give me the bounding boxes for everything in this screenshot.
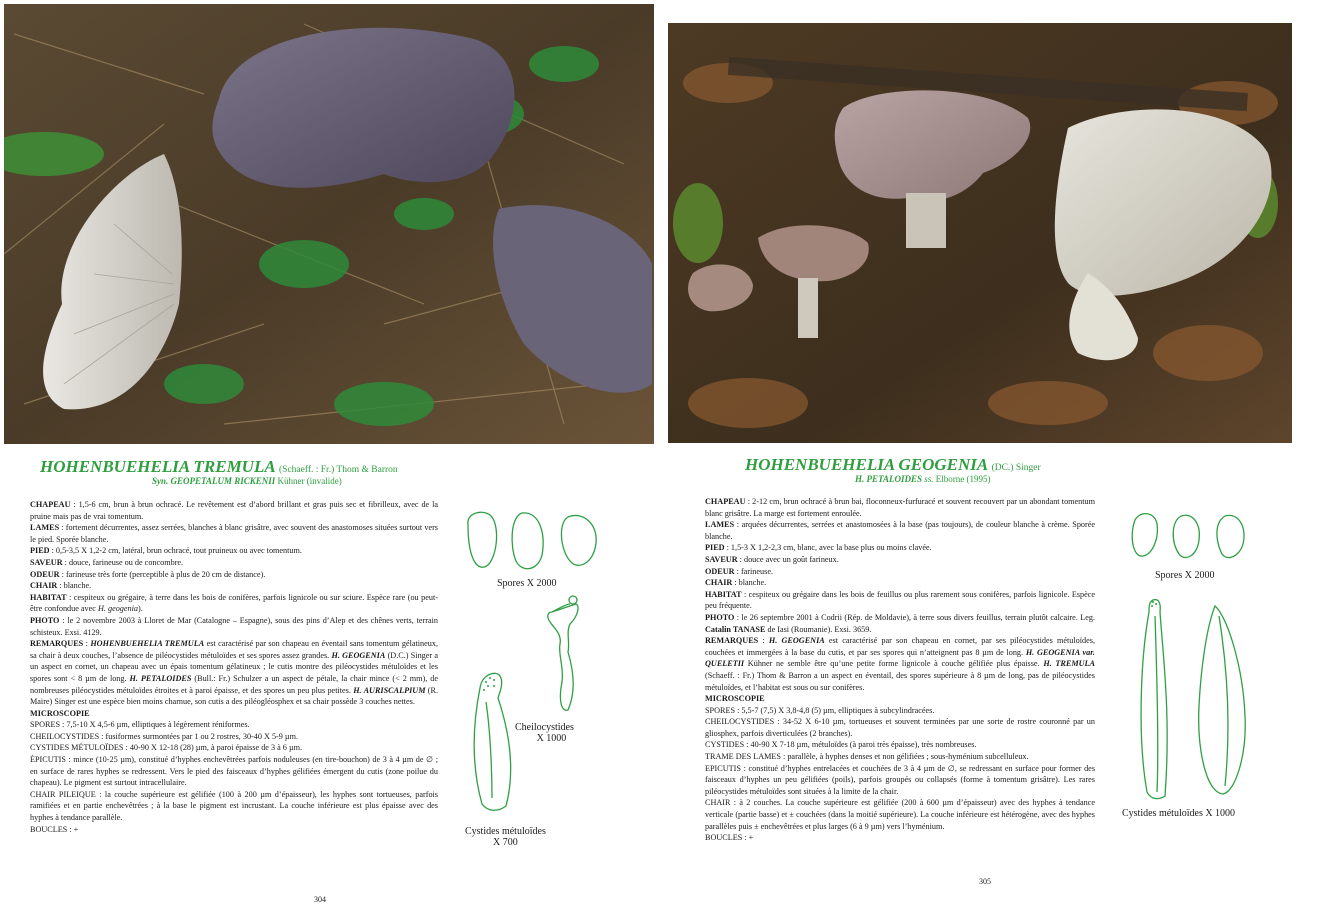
photo-hohenbuehelia-tremula (4, 4, 654, 444)
page-number-left: 304 (314, 895, 326, 904)
synonym-left (152, 476, 342, 486)
syn-author: Elborne (1995) (935, 474, 991, 484)
caption-cystides-right: Cystides métuloïdes X 1000 (1122, 808, 1236, 819)
spores-drawing-right (1125, 508, 1255, 568)
species-title-left (40, 457, 398, 477)
syn-prefix: Syn. (152, 476, 169, 486)
description-right: CHAPEAU : 2-12 cm, brun ochracé à brun bai, floconneux-furfuracé et souvent recouvert par un abondant tomentum blanc grisâtre. La marge est fortement enroulée. LAMES : arquées décurrentes, serrées et anastomosées à la base (pas toujours), de couleur blanche à crème. Sporée blanche. PIED : 1,5-3 X 1,2-2,3 cm, blanc, avec la base plus ou moins clavée. SAVEUR : douce avec un goût farineux. ODEUR : farineuse. CHAIR : blanche. HABITAT : cespiteux ou grégaire dans les bois de feuillus ou plus rarement sous conifères, parfois lignicole. Espèce peu fréquente. PHOTO : le 26 septembre 2001 à Codrii (Rép. de Moldavie), à terre sous divers feuillus, terrain plutôt calcaire. Leg. Catalin TANASE de Iasi (Roumanie). Exsi. 3659. REMARQUES : H. GEOGENIA est caractérisé par son chapeau en cornet, par ses piléocystides métuloïdes, couchées et immergées à la base du cutis, et par ses spores qui n’atteignent pas 8 µm de long. H. GEOGENIA var. QUELETII Kühner ne semble être qu’une petite forme lignicole à couche gélifiée plus épaisse. H. TREMULA (Schaeff. : Fr.) Thom & Barron a un aspect en éventail, des spores supérieure à 8 µm de long, pas de piléocystides métuloïdes, et l’habitat est sous ou sur conifères. MICROSCOPIE SPORES : 5,5-7 (7,5) X 3,8-4,8 (5) µm, elliptiques à subcylindracées. CHEILOCYSTIDES : 34-52 X 6-10 µm, tortueuses et souvent terminées par une sorte de rostre couronné par un gliosphex, parfois diverticulées (2 branches). CYSTIDES : 40-90 X 7-18 µm, métuloïdes (à paroi très épaisse), très nombreuses. TRAME DES LAMES : parallèle, à hyphes denses et non gélifiées ; sous-hyménium subcelluleux. EPICUTIS : constitué d’hyphes entrelacées et couchées de 3 à 4 µm de ∅, se redressant en surface pour former des faisceaux d’hyphes un peu gélifiées (poils), parfois groupés ou collapsés (forme à tomentum grisâtre). Les rares piléocystides métuloïdes sont situées à la limite de la chair. CHAIR : à 2 couches. La couche supérieure est gélifiée (200 à 600 µm d’épaisseur) avec des hyphes à tendance verticale (partie basse) et ± couchées (dans la moitié supérieure). La couche inférieure est hétérogène, avec des hyphes parallèles puis ± enchevêtrées et plus larges (6 à 9 µm) vers l’hyménium. BOUCLES : + (705, 497, 1095, 843)
species-author: (DC.) Singer (991, 463, 1041, 473)
species-name: HOHENBUEHELIA GEOGENIA (745, 455, 988, 474)
synonym-right (855, 474, 991, 484)
caption-spores-right: Spores X 2000 (1155, 570, 1215, 581)
description-left: CHAPEAU : 1,5-6 cm, brun à brun ochracé. Le revêtement est d’abord brillant et gras puis sec et fibrilleux, avec de la pruine mais pas de vrai tomentum. LAMES : fortement décurrentes, assez serrées, blanches à blanc grisâtre, avec souvent des anastomoses situées surtout vers le pied. Sporée blanche. PIED : 0,5-3,5 X 1,2-2 cm, latéral, brun ochracé, tout pruineux ou avec tomentum. SAVEUR : douce, farineuse ou de concombre. ODEUR : farineuse très forte (perceptible à plus de 20 cm de distance). CHAIR : blanche. HABITAT : cespiteux ou grégaire, à terre dans les bois de conifères, parfois lignicole ou sur sciure. Espèce rare (ou peut-être confondue avec H. geogenia). PHOTO : le 2 novembre 2003 à Lloret de Mar (Catalogne – Espagne), sous des pins d’Alep et des chênes verts, terrain schisteux. Exsi. 4129. REMARQUES : HOHENBUEHELIA TREMULA est caractérisé par son chapeau en éventail sans tomentum gélatineux, sa chair à deux couches, l’absence de piléocystides métuloïdes et ses spores assez grandes. H. GEOGENIA (D.C.) Singer a un aspect en cornet, un chapeau avec un épais tomentum gélatineux ; le cutis montre des piléocystides métuloïdes et les spores sont < 8 µm de long. H. PETALOIDES (Bull.: Fr.) Schulzer a un aspect de pétale, la chair mince (< 2 mm), de nombreuses piléocystides métuloïdes étroites et à paroi épaisse, et des spores un peu plus petites. H. AURISCALPIUM (R. Maire) Singer est une espèce bien moins charnue, son cutis a des piléogléosphex et sa chair possède 3 couches nettes. MICROSCOPIE SPORES : 7,5-10 X 4,5-6 µm, elliptiques à légèrement réniformes. CHEILOCYSTIDES : fusiformes surmontées par 1 ou 2 rostres, 30-40 X 5-9 µm. CYSTIDES MÉTULOÏDES : 40-90 X 12-18 (28) µm, à paroi épaisse de 3 à 6 µm. ÉPICUTIS : mince (10-25 µm), constitué d’hyphes enchevêtrées parfois noduleuses (en tire-bouchon) de 3 à 4 µm de ∅ ; en surface de rares hyphes se redressent. Vers le pied des faisceaux d’hyphes gélifiées émergent du cutis (zone poilue du chapeau). Le pigment est surtout intracellulaire. CHAIR PILEIQUE : la couche supérieure est gélifiée (100 à 200 µm d’épaisseur), les hyphes sont tortueuses, parfois ramifiées et en partie enchevêtrées ; à la base le pigment est incrustant. La couche inférieure est plus épaisse avec des hyphes à tendance parallèle. BOUCLES : + (30, 500, 439, 834)
page-number-right: 305 (979, 877, 991, 886)
cheilocystides-drawing (540, 592, 590, 714)
syn-author: Kühner (invalide) (277, 476, 342, 486)
caption-spores-left: Spores X 2000 (497, 578, 557, 589)
syn-ss: ss. (924, 474, 934, 484)
caption-cheilocystides: Cheilocystides X 1000 (515, 722, 574, 744)
species-name: HOHENBUEHELIA TREMULA (40, 457, 275, 476)
species-title-right (745, 455, 1041, 475)
photo-hohenbuehelia-geogenia (668, 23, 1292, 443)
cystides-metuloides-drawing-left (470, 668, 525, 813)
caption-cystides-left: Cystides métuloïdes X 700 (465, 826, 546, 848)
species-author: (Schaeff. : Fr.) Thom & Barron (279, 465, 398, 475)
cystides-metuloides-drawing-right (1135, 596, 1255, 801)
syn-name: H. PETALOIDES (855, 474, 923, 484)
spores-drawing-left (460, 505, 610, 580)
syn-name: GEOPETALUM RICKENII (170, 476, 276, 486)
